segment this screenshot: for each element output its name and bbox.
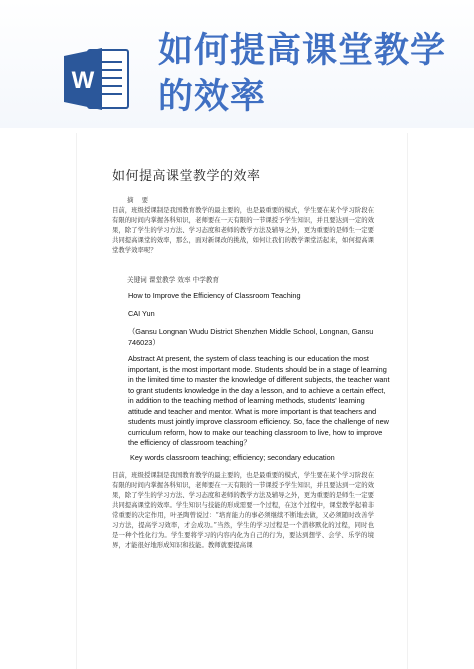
article-title: 如何提高课堂教学的效率	[112, 169, 261, 184]
keywords-cn: 关键词 课堂教学 效率 中学教育	[127, 276, 220, 284]
author-name: CAI Yun	[128, 309, 155, 318]
document-page	[76, 133, 408, 669]
body-paragraph: 目前，班级授课制是我国教育教学的最主要的，也是最重要的模式，学生要在某个学习阶段在有限的时间内掌握各科知识，老师要在一天有限的一节课授予学生知识，并且要达到一定的效果，除了学生的学习方法、学习态度和老师的教学方法及辅导之外，更为重要的是师生一定要共同提高课堂的效率。学生知识与技能的形成需要一个过程，在这个过程中，课堂教学起着非常重要的决定作用，叶圣陶曾说过：“培育能力的事必须继续不断地去做，又必须随时改善学习方法，提高学习效率，才会成功。”当然，学生的学习过程是一个潜移默化的过程，同时也是一种个性化行为。学生要将学习的内容内化为自己的行为，要达到想学、会学、乐学的境界，才能很好地形成知识和技能。教师就要提高课	[112, 471, 374, 549]
abstract-heading: 摘 要	[127, 196, 152, 204]
keywords-en: Key words classroom teaching; efficiency; secondary education	[130, 453, 335, 462]
english-title: How to Improve the Efficiency of Classroom Teaching	[128, 291, 301, 300]
abstract-cn: 目前，班级授课制是我国教育教学的最主要的，也是最重要的模式，学生要在某个学习阶段在有限的时间内掌握各科知识，老师要在一天有限的一节课授予学生知识，并且要达到一定的效果，除了学生的学习方法、学习态度和老师的教学方法及辅导之外，更为重要的是师生一定要共同提高课堂的效率，那么，面对新课改的挑战，如何让我们的教学课堂活起来，如何提高课堂教学效率呢？	[112, 206, 375, 254]
header-banner	[0, 0, 474, 128]
abstract-en: Abstract At present, the system of class teaching is our education the most important, is the most important mode. Students should be in a stage of learning in the limited time to master the knowledge of different subjects, the teacher want to grant students knowledge in the day a lesson, and to achieve a certain effect, in addition to the teaching method of learning methods, students' learning attitude and teacher and mentor. What is more important is that teachers and students must jointly improve classroom efficiency. So, face the challenge of new curriculum reform, how to make our teaching classroom to live, how to improve the efficiency of classroom teaching？	[128, 354, 390, 447]
document-title-banner: 如何提高课堂教学的效率	[158, 30, 447, 117]
svg-text:W: W	[71, 67, 95, 94]
word-icon	[62, 46, 132, 112]
affiliation: （Gansu Longnan Wudu District Shenzhen Middle School, Longnan, Gansu 746023）	[128, 327, 374, 347]
